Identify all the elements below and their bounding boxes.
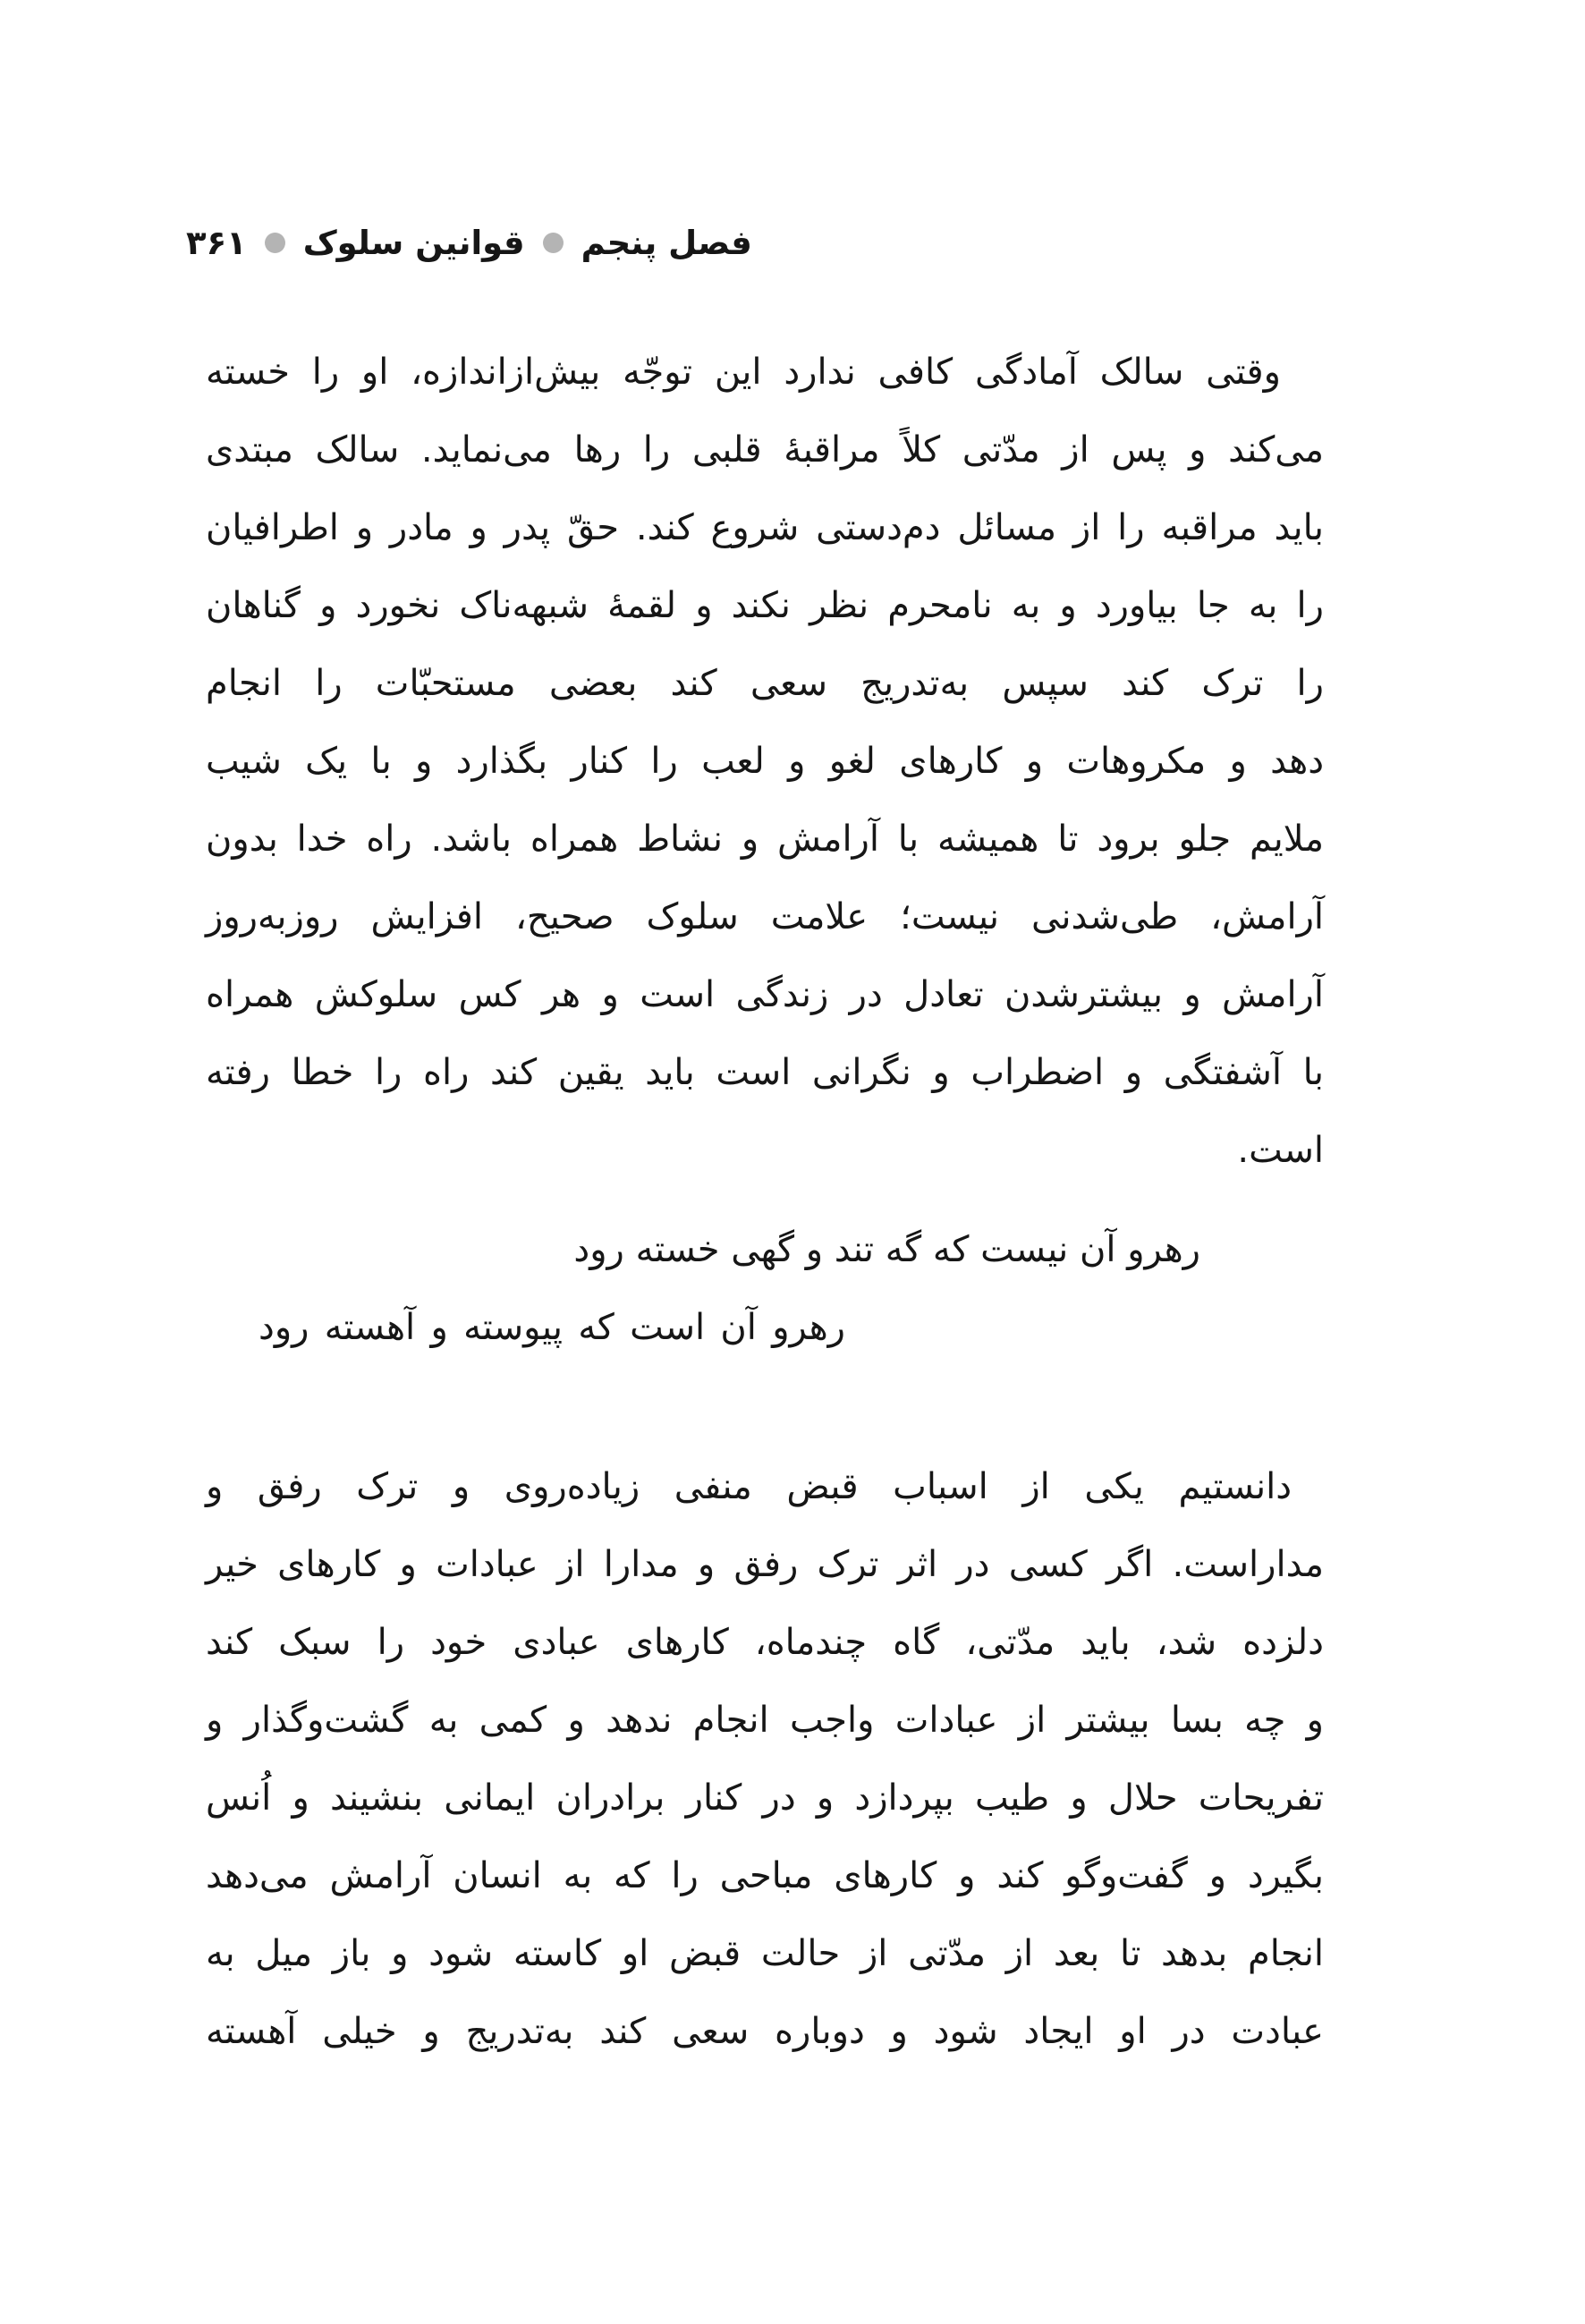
text-line: عبادت در او ایجاد شود و دوباره سعی کند به‌تدریج و خیلی آهسته [206,2011,1324,2052]
text-line: بگیرد و گفت‌وگو کند و کارهای مباحی را که به انسان آرامش می‌دهد [206,1855,1324,1896]
paragraph-1 [206,334,1324,1190]
text-line: را به جا بیاورد و به نامحرم نظر نکند و لقمهٔ شبهه‌ناک نخورد و گناهان [206,585,1324,626]
text-line: دهد و مکروهات و کارهای لغو و لعب را کنار بگذارد و با یک شیب [206,741,1324,782]
text-line: می‌کند و پس از مدّتی کلاً مراقبهٔ قلبی را رها می‌نماید. سالک مبتدی [206,429,1324,471]
text-line: انجام بدهد تا بعد از مدّتی از حالت قبض او کاسته شود و باز میل به [206,1933,1324,1974]
bullet-icon [543,233,564,253]
text-line: و چه بسا بیشتر از عبادات واجب انجام ندهد و کمی به گشت‌وگذار و [206,1700,1324,1741]
paragraph-2 [206,1448,1324,2071]
running-header [186,224,752,262]
text-line: مداراست. اگر کسی در اثر ترک رفق و مدارا از عبادات و کارهای خیر [206,1544,1324,1585]
text-line: باید مراقبه را از مسائل دم‌دستی شروع کند. حقّ پدر و مادر و اطرافیان [206,507,1324,548]
text-line: دانستیم یکی از اسباب قبض منفی زیاده‌روی و ترک رفق و [206,1466,1292,1507]
chapter-title: فصل پنجم [581,224,752,262]
poem-hemistich-2: رهرو آن است که پیوسته و آهسته رود [259,1307,845,1348]
text-line: آرامش و بیشترشدن تعادل در زندگی است و هر کس سلوکش همراه [206,974,1324,1015]
text-line: دلزده شد، باید مدّتی، گاه چندماه، کارهای عبادی خود را سبک کند [206,1622,1324,1663]
text-line: ملایم جلو برود تا همیشه با آرامش و نشاط همراه باشد. راه خدا بدون [206,818,1324,860]
page-number: ۳۶۱ [186,224,247,262]
text-line: تفریحات حلال و طیب بپردازد و در کنار برادران ایمانی بنشیند و اُنس [206,1777,1324,1819]
text-line: وقتی سالک آمادگی کافی ندارد این توجّه بیش‌ازاندازه، او را خسته [206,352,1281,393]
text-line: را ترک کند سپس به‌تدریج سعی کند بعضی مستحبّات را انجام [206,663,1324,704]
poem-hemistich-1: رهرو آن نیست که گه تند و گهی خسته رود [573,1229,1200,1270]
text-line: آرامش، طی‌شدنی نیست؛ علامت سلوک صحیح، افزایش روزبه‌روز [206,896,1324,937]
section-title: قوانین سلوک [302,224,525,262]
text-line: با آشفتگی و اضطراب و نگرانی است باید یقین کند راه را خطا رفته [206,1052,1324,1093]
bullet-icon [265,233,285,253]
text-line: است. [1237,1130,1324,1171]
